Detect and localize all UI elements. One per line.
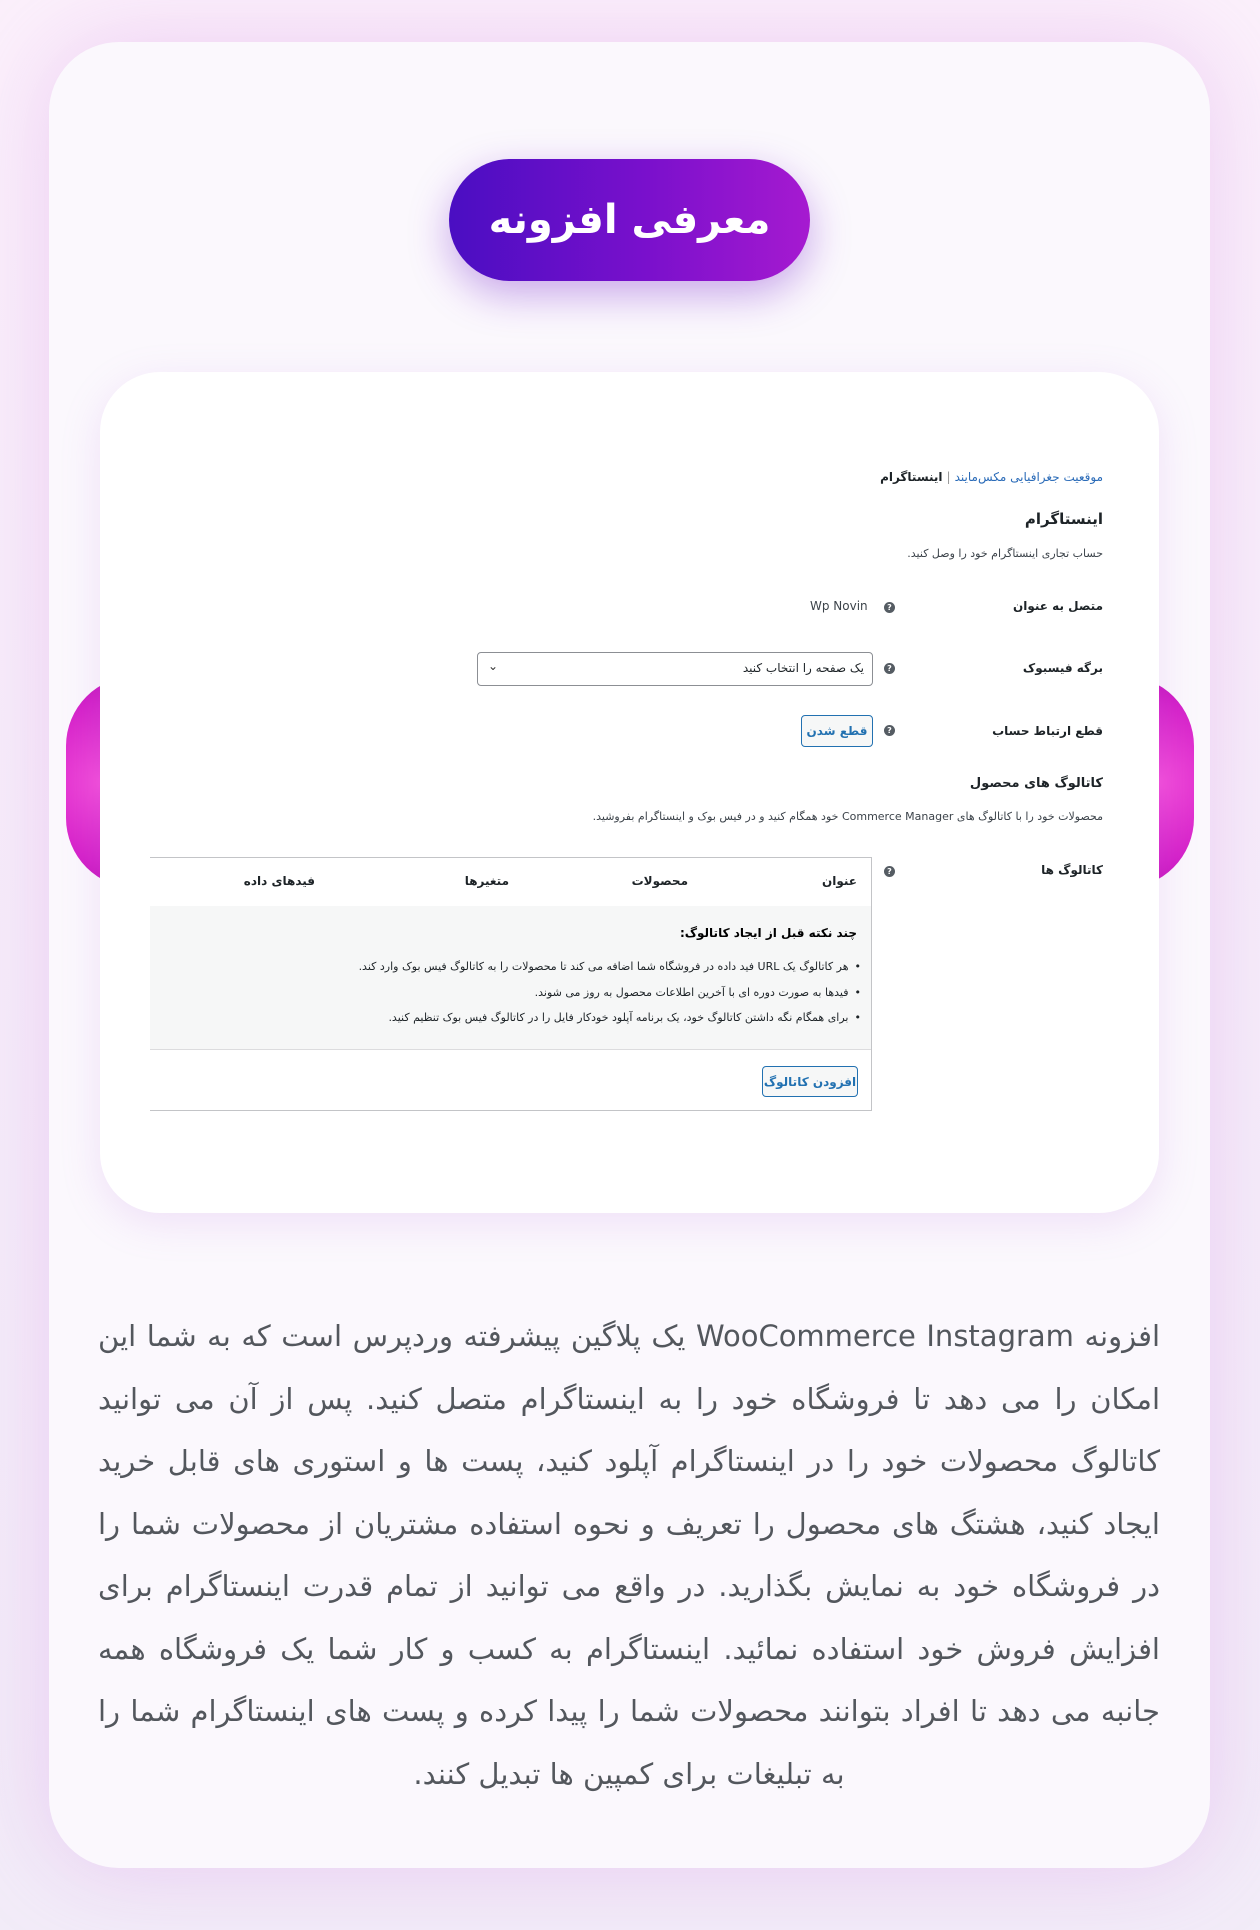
plugin-description: افزونه WooCommerce Instagram یک پلاگین پیشرفته وردپرس است که به شما این امکان را می دهد تا فروشگاه خود را به اینستاگرام متصل کنید. پس از آن می توانید کاتالوگ محصولات خود را در اینستاگرام آپلود کنید، پست ها و استوری های قابل خرید ایجاد کنید، هشتگ های محصول را تعریف و نحوه استفاده مشتریان از محصولات شما را در فروشگاه خود به نمایش بگذارید. در واقع می توانید از تمام قدرت اینستاگرام برای افزایش فروش خود استفاده نمائید. اینستاگرام به کسب و کار شما یک فروشگاه همه جانبه می دهد تا افراد بتوانند محصولات شما را پیدا کرده و پست های اینستاگرام شما را به تبلیغات برای کمپین ها تبدیل کنند.: [98, 1319, 1160, 1791]
column-products: محصولات: [631, 874, 688, 888]
disconnect-account-label: قطع ارتباط حساب: [992, 724, 1103, 738]
tip-item: • هر کاتالوگ یک URL فید داده در فروشگاه شما اضافه می کند تا محصولات را به کاتالوگ فیس بوک وارد کند.: [359, 960, 861, 973]
help-icon[interactable]: ?: [884, 725, 895, 736]
column-data-feeds: فیدهای داده: [243, 874, 315, 888]
connected-as-label: متصل به عنوان: [1013, 599, 1103, 613]
disconnect-button[interactable]: قطع شدن: [801, 715, 873, 747]
page-title: اینستاگرام: [1024, 510, 1103, 528]
tips-box: [150, 906, 871, 1050]
facebook-page-label: برگه فیسبوک: [1022, 661, 1103, 675]
tip-item: • برای همگام نگه داشتن کاتالوگ خود، یک برنامه آپلود خودکار فایل را در کاتالوگ فیس بوک تنظیم کنید.: [388, 1011, 861, 1024]
help-icon[interactable]: ?: [884, 866, 895, 877]
table-header: [150, 858, 871, 907]
facebook-page-select-value: یک صفحه را انتخاب کنید: [742, 661, 864, 675]
help-icon[interactable]: ?: [884, 663, 895, 674]
catalogs-table: [150, 857, 872, 1111]
help-icon[interactable]: ?: [884, 602, 895, 613]
section-title: معرفی افزونه: [488, 197, 771, 243]
chevron-down-icon: ⌄: [488, 659, 499, 673]
add-catalog-button[interactable]: افزودن کاتالوگ: [762, 1066, 858, 1097]
breadcrumb-separator: |: [946, 470, 951, 484]
connected-account-value: Wp Novin: [810, 599, 868, 613]
tips-title: چند نکته قبل از ایجاد کاتالوگ:: [679, 926, 857, 940]
catalogs-label: کاتالوگ ها: [1041, 863, 1103, 877]
section-title-pill: [449, 159, 810, 281]
product-catalogs-description: محصولات خود را با کاتالوگ های Commerce Manager خود همگام کنید و در فیس بوک و اینستاگرام بفروشید.: [592, 810, 1103, 823]
breadcrumb-link[interactable]: موقعیت جغرافیایی مکس‌مایند: [954, 470, 1103, 484]
tip-item: • فیدها به صورت دوره ای با آخرین اطلاعات محصول به روز می شوند.: [535, 986, 861, 999]
page-subtitle: حساب تجاری اینستاگرام خود را وصل کنید.: [907, 547, 1103, 560]
product-catalogs-title: کاتالوگ های محصول: [969, 776, 1103, 791]
breadcrumb: [880, 470, 1103, 484]
column-variants: متغیرها: [464, 874, 509, 888]
breadcrumb-current: اینستاگرام: [880, 470, 943, 484]
facebook-page-select[interactable]: [477, 652, 873, 686]
column-title: عنوان: [822, 874, 857, 888]
